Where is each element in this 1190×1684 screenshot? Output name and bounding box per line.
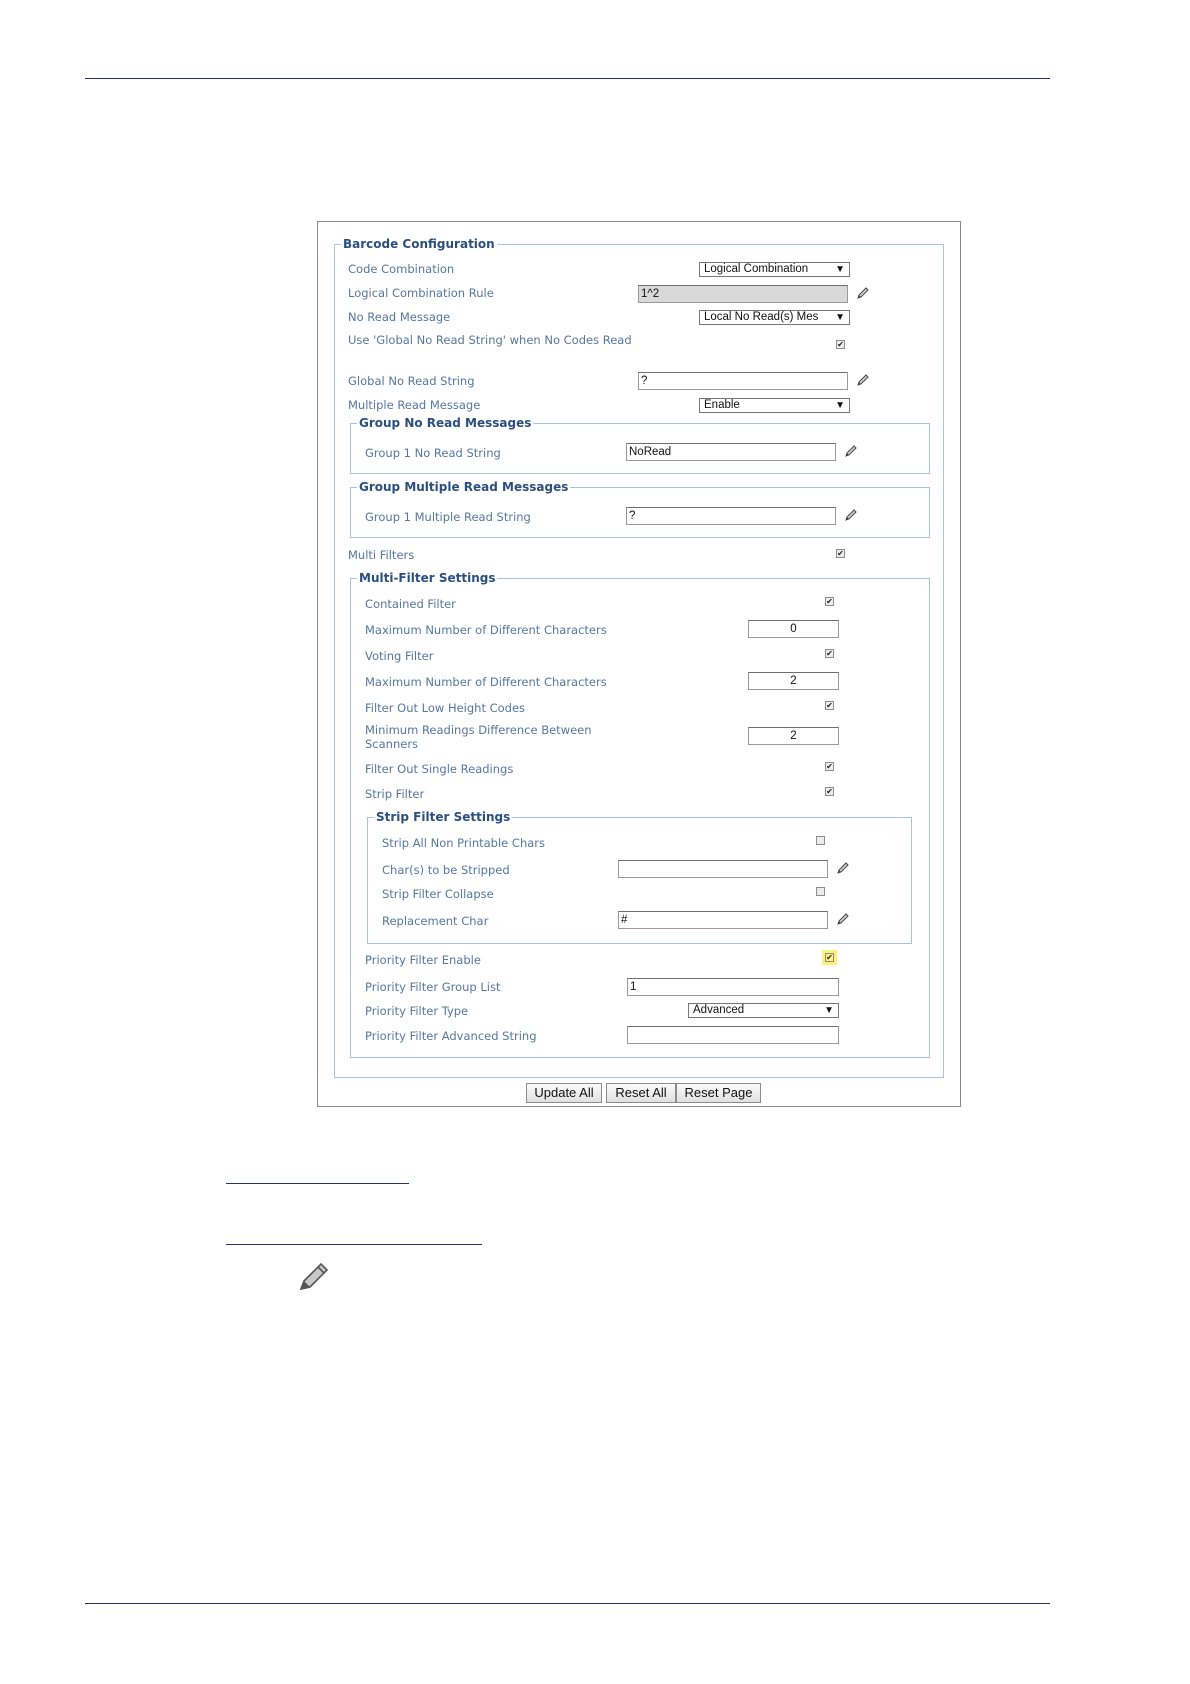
- page-footer-rule: [85, 1603, 1050, 1604]
- contained-filter-label: Contained Filter: [365, 597, 456, 611]
- contained-filter-checkbox[interactable]: ✔: [826, 597, 833, 606]
- page-header-rule: [85, 78, 1050, 79]
- chevron-down-icon: ▼: [835, 264, 845, 275]
- group-1-multiple-read-input[interactable]: ?: [626, 507, 836, 525]
- priority-filter-type-select[interactable]: [688, 1003, 839, 1018]
- low-height-codes-checkbox[interactable]: ✔: [826, 701, 833, 710]
- max-diff-chars-1-label: Maximum Number of Different Characters: [365, 623, 607, 637]
- code-combination-label: Code Combination: [348, 262, 455, 276]
- multi-filters-checkbox[interactable]: ✔: [837, 549, 844, 558]
- priority-group-list-label: Priority Filter Group List: [365, 980, 501, 994]
- logical-rule-label: Logical Combination Rule: [348, 286, 494, 300]
- priority-filter-type-value: Advanced: [693, 1004, 745, 1016]
- barcode-configuration-panel: [317, 221, 961, 1107]
- single-readings-checkbox[interactable]: ✔: [826, 762, 833, 771]
- update-all-button[interactable]: Update All: [526, 1083, 602, 1103]
- group-1-no-read-label: Group 1 No Read String: [365, 446, 501, 460]
- pencil-icon[interactable]: [836, 861, 850, 875]
- group-1-multiple-read-label: Group 1 Multiple Read String: [365, 510, 531, 524]
- chevron-down-icon: ▼: [835, 400, 845, 411]
- chars-to-strip-label: Char(s) to be Stripped: [382, 863, 510, 877]
- reset-page-button[interactable]: Reset Page: [676, 1083, 761, 1103]
- chevron-down-icon: ▼: [824, 1005, 834, 1016]
- priority-filter-enable-checkbox[interactable]: ✔: [826, 953, 833, 962]
- no-read-message-value: Local No Read(s) Mes: [704, 311, 819, 323]
- voting-filter-checkbox[interactable]: ✔: [826, 649, 833, 658]
- logical-rule-input[interactable]: 1^2: [638, 285, 848, 303]
- priority-group-list-input[interactable]: 1: [627, 978, 839, 996]
- single-readings-label: Filter Out Single Readings: [365, 762, 514, 776]
- group-1-no-read-input[interactable]: NoRead: [626, 443, 836, 461]
- pencil-icon[interactable]: [856, 373, 870, 387]
- max-diff-chars-1-input[interactable]: 0: [748, 620, 839, 638]
- strip-filter-label: Strip Filter: [365, 787, 425, 801]
- strip-non-printable-label: Strip All Non Printable Chars: [382, 836, 545, 850]
- link-underline-2[interactable]: [226, 1244, 482, 1245]
- pencil-icon[interactable]: [844, 508, 858, 522]
- multiple-read-message-value: Enable: [704, 399, 740, 411]
- max-diff-chars-2-input[interactable]: 2: [748, 672, 839, 690]
- replacement-char-label: Replacement Char: [382, 914, 489, 928]
- use-global-no-read-checkbox[interactable]: ✔: [837, 340, 844, 349]
- low-height-codes-label: Filter Out Low Height Codes: [365, 701, 526, 715]
- multiple-read-message-label: Multiple Read Message: [348, 398, 481, 412]
- group-no-read-legend: Group No Read Messages: [359, 416, 532, 430]
- global-no-read-input[interactable]: ?: [638, 372, 848, 390]
- link-underline-1[interactable]: [226, 1183, 409, 1184]
- priority-advanced-string-input[interactable]: [627, 1026, 839, 1044]
- multiple-read-message-select[interactable]: [699, 398, 850, 413]
- multi-filters-label: Multi Filters: [348, 548, 415, 562]
- voting-filter-label: Voting Filter: [365, 649, 434, 663]
- group-multiple-read-legend: Group Multiple Read Messages: [359, 480, 569, 494]
- pencil-icon[interactable]: [844, 444, 858, 458]
- priority-filter-type-label: Priority Filter Type: [365, 1004, 469, 1018]
- min-readings-diff-input[interactable]: 2: [748, 727, 839, 745]
- no-read-message-select[interactable]: [699, 310, 850, 325]
- code-combination-value: Logical Combination: [704, 263, 809, 275]
- strip-filter-collapse-label: Strip Filter Collapse: [382, 887, 494, 901]
- strip-non-printable-checkbox[interactable]: [816, 836, 825, 845]
- reset-all-button[interactable]: Reset All: [606, 1083, 676, 1103]
- pencil-icon[interactable]: [856, 286, 870, 300]
- priority-advanced-string-label: Priority Filter Advanced String: [365, 1029, 537, 1043]
- chevron-down-icon: ▼: [835, 312, 845, 323]
- max-diff-chars-2-label: Maximum Number of Different Characters: [365, 675, 607, 689]
- strip-filter-settings-legend: Strip Filter Settings: [376, 810, 511, 824]
- use-global-no-read-label: Use 'Global No Read String' when No Codes Read: [348, 333, 632, 347]
- chars-to-strip-input[interactable]: [618, 860, 828, 878]
- min-readings-diff-label: Minimum Readings Difference Between Scanners: [365, 723, 592, 751]
- global-no-read-label: Global No Read String: [348, 374, 475, 388]
- no-read-message-label: No Read Message: [348, 310, 451, 324]
- replacement-char-input[interactable]: #: [618, 911, 828, 929]
- code-combination-select[interactable]: [699, 262, 850, 277]
- strip-filter-collapse-checkbox[interactable]: [816, 887, 825, 896]
- pencil-icon: [297, 1260, 331, 1292]
- barcode-configuration-legend: Barcode Configuration: [343, 237, 495, 251]
- multi-filter-settings-legend: Multi-Filter Settings: [359, 571, 496, 585]
- strip-filter-checkbox[interactable]: ✔: [826, 787, 833, 796]
- pencil-icon[interactable]: [836, 912, 850, 926]
- priority-filter-enable-label: Priority Filter Enable: [365, 953, 481, 967]
